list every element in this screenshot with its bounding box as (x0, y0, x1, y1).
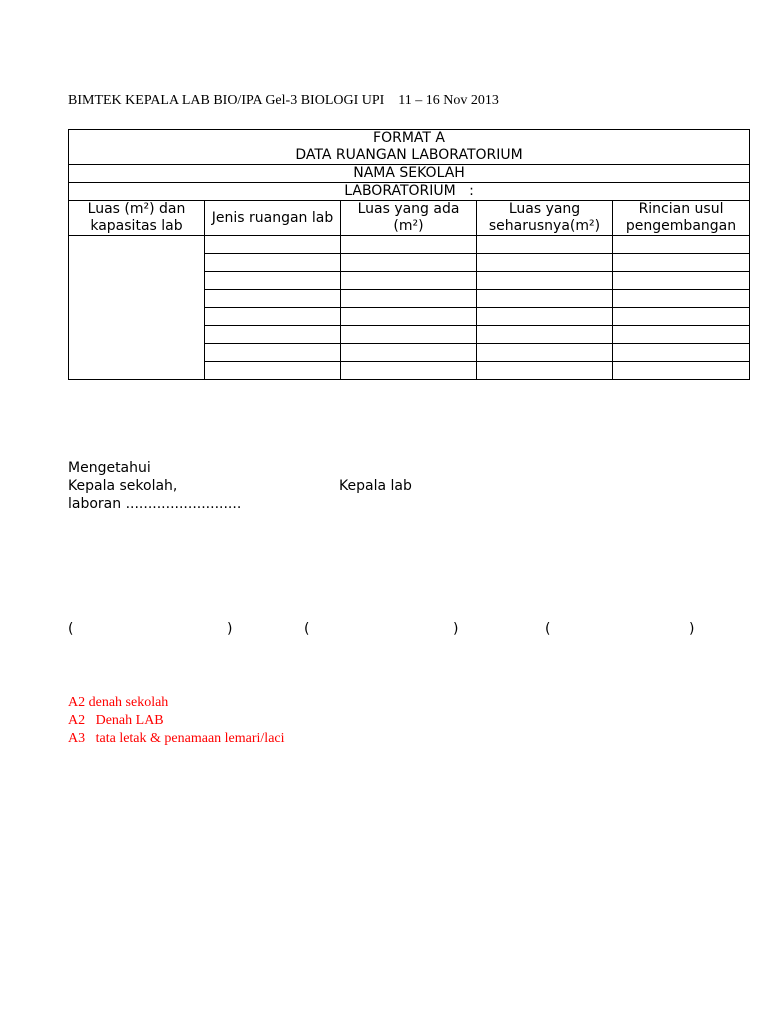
note-item: A2 Denah LAB (68, 713, 164, 728)
table-cell[interactable] (341, 272, 477, 290)
table-cell[interactable] (477, 254, 613, 272)
format-label: FORMAT A (373, 130, 445, 146)
school-name-row (69, 165, 750, 183)
laboran-label: laboran .......................... (68, 496, 242, 512)
table-row (69, 236, 750, 254)
table-cell[interactable] (341, 290, 477, 308)
table-title-row (69, 130, 750, 165)
form-title: DATA RUANGAN LABORATORIUM (295, 147, 523, 163)
table-cell[interactable] (205, 290, 341, 308)
table-cell[interactable] (341, 344, 477, 362)
table-cell[interactable] (477, 344, 613, 362)
table-cell[interactable] (205, 326, 341, 344)
column-header-development-proposal: Rincian usul pengembangan (613, 201, 750, 236)
table-cell[interactable] (613, 236, 750, 254)
table-cell[interactable] (613, 272, 750, 290)
table-cell[interactable] (341, 326, 477, 344)
column-header-required-area: Luas yang seharusnya(m²) (477, 201, 613, 236)
table-cell[interactable] (341, 362, 477, 380)
principal-label: Kepala sekolah, (68, 478, 178, 494)
table-cell[interactable] (477, 326, 613, 344)
signature-open-paren: ( (68, 621, 74, 637)
table-cell[interactable] (613, 326, 750, 344)
column-header-row (69, 201, 750, 236)
table-cell[interactable] (205, 272, 341, 290)
column-header-existing-area: Luas yang ada (m²) (341, 201, 477, 236)
laboratory-label: LABORATORIUM : (69, 183, 750, 201)
lab-room-data-table (68, 129, 750, 380)
signature-close-paren: ) (227, 621, 233, 637)
signature-close-paren: ) (689, 621, 695, 637)
table-cell[interactable] (613, 290, 750, 308)
table-cell[interactable] (205, 254, 341, 272)
table-cell[interactable] (477, 236, 613, 254)
area-capacity-cell[interactable] (69, 236, 205, 380)
table-cell[interactable] (341, 236, 477, 254)
column-header-room-type: Jenis ruangan lab (205, 201, 341, 236)
note-item: A2 denah sekolah (68, 695, 169, 710)
table-cell[interactable] (613, 254, 750, 272)
table-cell[interactable] (613, 308, 750, 326)
acknowledged-label: Mengetahui (68, 460, 151, 476)
signature-open-paren: ( (545, 621, 551, 637)
table-cell[interactable] (477, 308, 613, 326)
lab-head-label: Kepala lab (339, 478, 412, 494)
table-cell[interactable] (477, 272, 613, 290)
document-header: BIMTEK KEPALA LAB BIO/IPA Gel-3 BIOLOGI UPI 11 – 16 Nov 2013 (68, 93, 499, 108)
table-cell[interactable] (341, 308, 477, 326)
signature-open-paren: ( (304, 621, 310, 637)
table-cell[interactable] (341, 254, 477, 272)
table-cell[interactable] (613, 362, 750, 380)
table-cell[interactable] (477, 290, 613, 308)
table-cell[interactable] (205, 344, 341, 362)
attachment-notes (68, 694, 285, 748)
signature-close-paren: ) (453, 621, 459, 637)
table-cell[interactable] (205, 308, 341, 326)
table-cell[interactable] (477, 362, 613, 380)
signature-block (68, 459, 412, 513)
table-cell[interactable] (613, 344, 750, 362)
table-cell[interactable] (205, 236, 341, 254)
school-name-label: NAMA SEKOLAH (69, 165, 750, 183)
table-cell[interactable] (205, 362, 341, 380)
laboratory-row (69, 183, 750, 201)
column-header-area-capacity: Luas (m²) dan kapasitas lab (69, 201, 205, 236)
note-item: A3 tata letak & penamaan lemari/laci (68, 731, 285, 746)
